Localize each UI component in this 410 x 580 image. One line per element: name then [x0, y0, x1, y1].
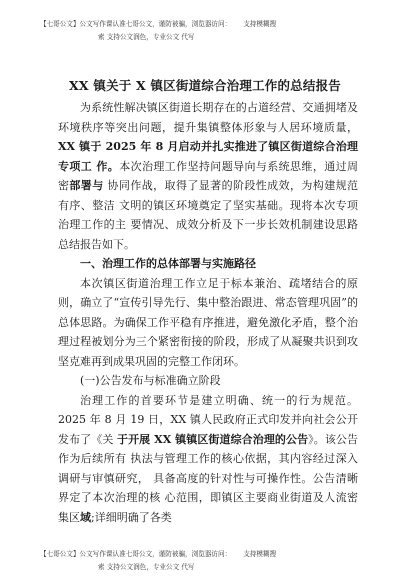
header-banner	[40, 18, 380, 44]
header-banner-text: 【七哥公文】公文写作课认准七哥公文，谨防被骗，浏览器访问：	[40, 20, 232, 28]
header-banner-line1	[40, 18, 380, 31]
document-title: XX 镇关于 X 镇区街道综合治理工作的总结报告	[69, 78, 341, 93]
subsection-heading-1: (一)公告发布与标准确立阶段	[80, 374, 221, 387]
header-banner-search-note: 支持模糊搜	[243, 20, 277, 28]
section-heading-1: 一、治理工作的总体部署与实施路径	[80, 257, 256, 270]
footer-banner-line1	[40, 548, 380, 561]
header-banner-line2: 索 支持公文润色，专业公文 代写	[98, 33, 195, 41]
footer-banner-line2: 索 支持公文润色，专业公文 代写	[98, 563, 195, 571]
footer-banner-search-note: 支持模糊搜	[243, 550, 277, 558]
document-body	[58, 98, 358, 527]
footer-banner-text: 【七哥公文】公文写作课认准七哥公文，谨防被骗，浏览器访问：	[40, 550, 232, 558]
footer-banner	[40, 548, 380, 574]
section1-paragraph: 本次镇区街道治理工作立足于标本兼治、疏堵结合的原则，确立了“宣传引导先行、集中整治跟进、常态管理巩固”的总体思路。为确保工作平稳有序推进，避免激化矛盾，整个治理过程被划分为三个紧密衔接的阶段，形成了从凝聚共识到攻坚克难再到成果巩固的完整工作闭环。	[58, 276, 358, 368]
subsection1-paragraph: 治理工作的首要环节是建立明确、统一的行为规范。2025 年 8 月 19 日，XX 镇人民政府正式印发并向社会公开发布了《关 于开展 XX 镇镇区街道综合治理的公告》。该公告作为后续所有 执法与管理工作的核心依据，其内容经过深入调研与审慎研究， 具备高度的针对性与可操作性。公告清晰界定了本次治理的核 心范围，即镇区主要商业街道及人流密集区域;详细明确了各类	[58, 393, 358, 524]
intro-paragraph: 为系统性解决镇区街道长期存在的占道经营、交通拥堵及环境秩序等突出问题，提升集镇整体形象与人居环境质量，XX 镇于 2025 年 8 月启动并扎实推进了镇区街道综合治理专项工 作。本次治理工作坚持问题导向与系统思维，通过周密部署与 协同作战，取得了显著的阶段性成效，为构建规范有序、整洁 文明的镇区环境奠定了坚实基础。现将本次专项治理工作的主 要情况、成效分析及下一步长效机制建设思路总结报告如下。	[58, 101, 359, 251]
